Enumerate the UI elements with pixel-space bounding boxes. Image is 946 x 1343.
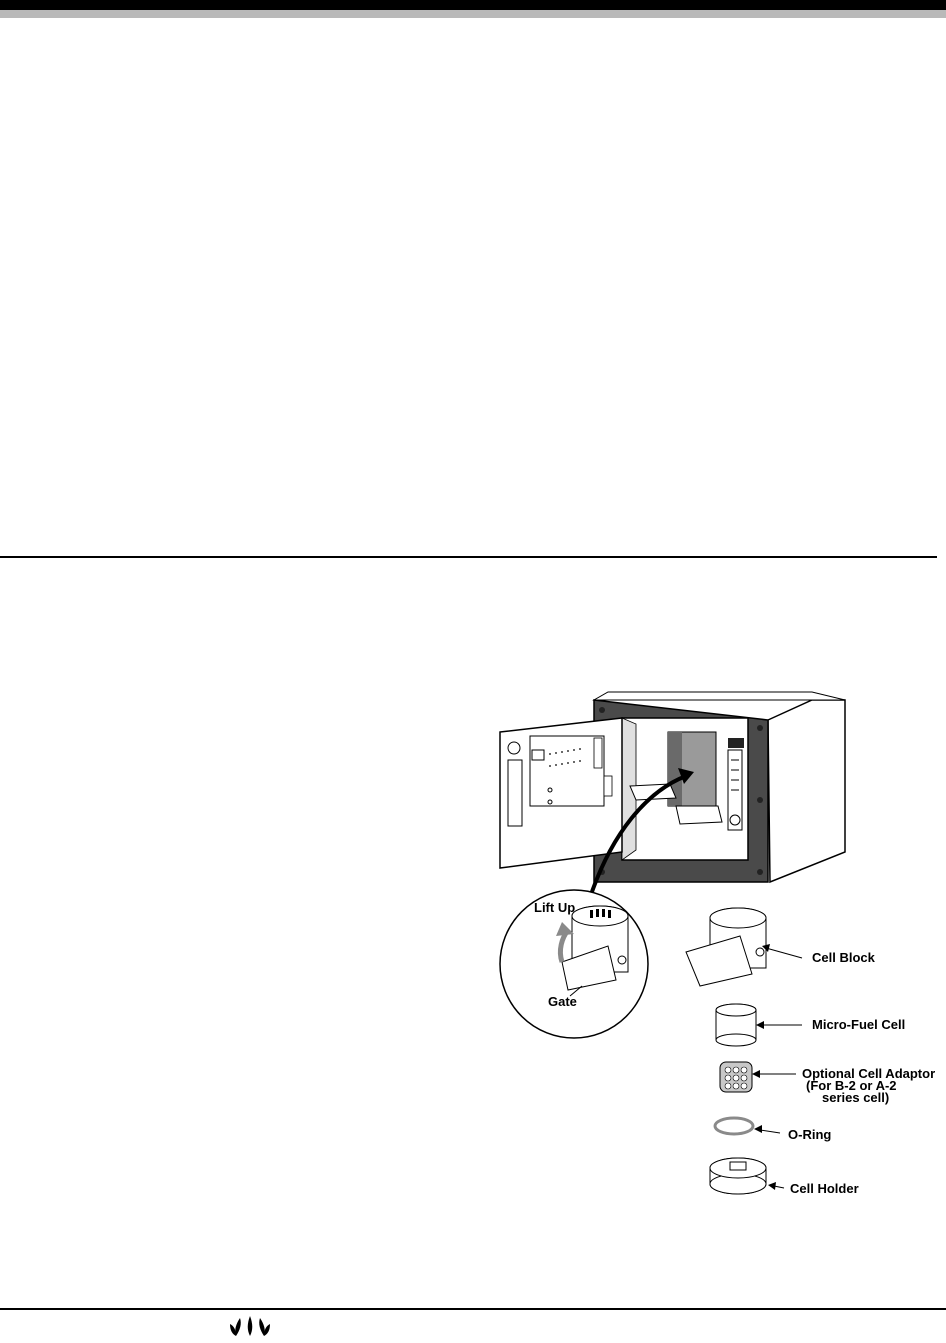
label-adaptor-note-line1: (For B-2 or A-2 — [806, 1078, 897, 1093]
header-rule-gray — [0, 10, 946, 18]
label-cell-block: Cell Block — [812, 950, 875, 965]
teledyne-logo-icon — [220, 1314, 284, 1338]
open-door — [500, 718, 622, 868]
cell-installation-figure — [490, 690, 946, 1210]
optional-cell-adaptor-part — [720, 1062, 935, 1105]
cell-block-part — [686, 908, 876, 986]
analyzer-housing — [594, 692, 845, 882]
label-o-ring: O-Ring — [788, 1127, 832, 1142]
label-micro-fuel-cell: Micro-Fuel Cell — [812, 1017, 906, 1032]
label-optional-cell-adaptor: Optional Cell Adaptor — [802, 1066, 936, 1081]
micro-fuel-cell-part — [716, 1004, 905, 1046]
section-divider — [0, 556, 937, 558]
o-ring-part — [715, 1118, 831, 1142]
cell-holder-part — [710, 1158, 859, 1196]
header-rule-black — [0, 0, 946, 10]
footer-rule — [0, 1308, 946, 1310]
label-cell-holder: Cell Holder — [790, 1181, 859, 1196]
detail-magnifier — [500, 890, 648, 1038]
label-adaptor-note-line2: series cell) — [822, 1090, 890, 1105]
label-lift-up: Lift Up — [534, 900, 576, 915]
label-gate: Gate — [548, 994, 577, 1009]
